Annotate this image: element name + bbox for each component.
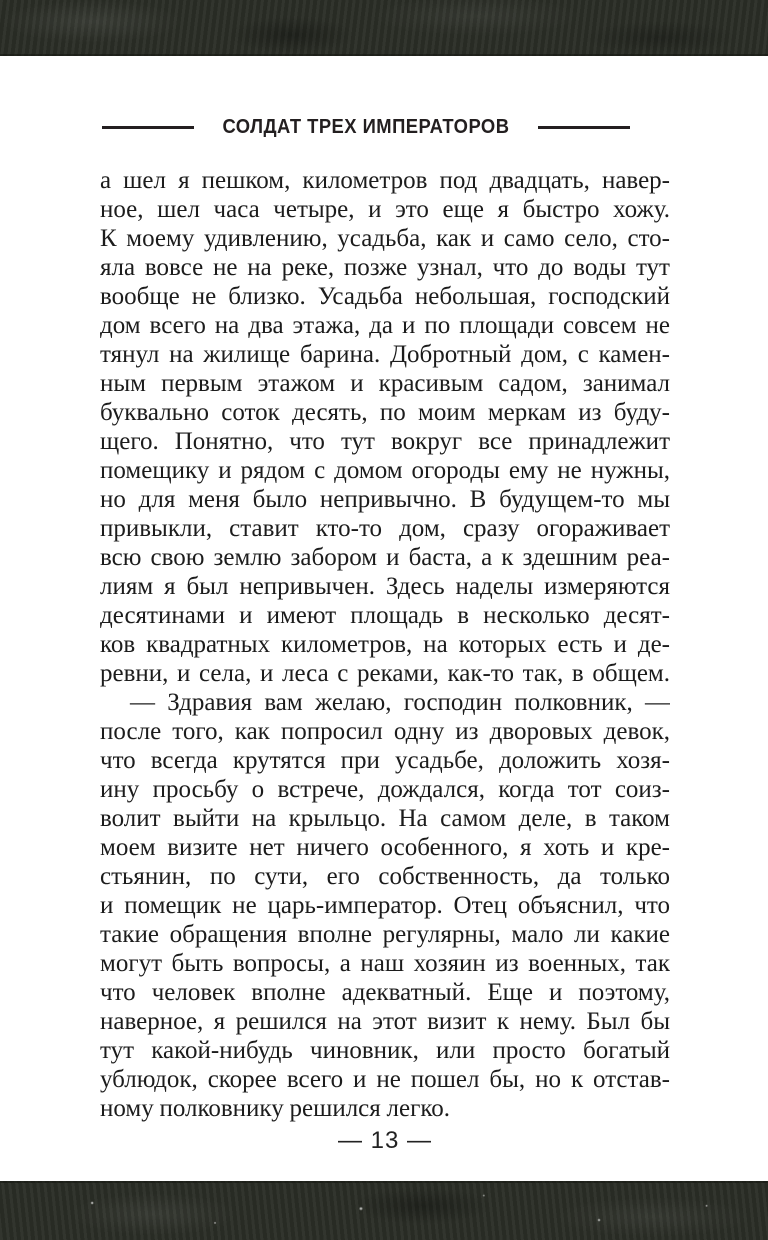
text-line: привыкли, ставит кто-то дом, сразу огораживает [100, 515, 670, 542]
text-line: — Здравия вам желаю, господин полковник, — [130, 689, 670, 716]
text-line: помещику и рядом с домом огороды ему не нужны, [100, 457, 670, 484]
text-line: яла вовсе не на реке, позже узнал, что до воды тут [100, 254, 670, 281]
text-line: буквально соток десять, по моим меркам из буду- [100, 399, 670, 426]
scan-edge-top [0, 0, 768, 56]
text-line: вообще не близко. Усадьба небольшая, господский [100, 283, 670, 310]
text-line: щего. Понятно, что тут вокруг все принадлежит [100, 428, 670, 455]
text-line: лиям я был непривычен. Здесь наделы измеряются [100, 573, 670, 600]
text-line: такие обращения вполне регулярны, мало ли какие [100, 921, 670, 948]
text-line: после того, как попросил одну из дворовых девок, [100, 718, 670, 745]
text-line: но для меня было непривычно. В будущем-то мы [100, 486, 670, 513]
text-line: стьянин, по сути, его собственность, да только [100, 863, 670, 890]
text-line: ное, шел часа четыре, и это еще я быстро хожу. [100, 196, 670, 223]
text-line: ину просьбу о встрече, дождался, когда тот соиз- [100, 776, 670, 803]
text-line: ным первым этажом и красивым садом, занимал [100, 370, 670, 397]
text-line: всю свою землю забором и баста, а к здешним реа- [100, 544, 670, 571]
text-line: а шел я пешком, километров под двадцать, навер- [100, 167, 670, 194]
scan-edge-bottom [0, 1181, 768, 1240]
header-rule-left [102, 126, 194, 129]
text-line: волит выйти на крыльцо. На самом деле, в таком [100, 805, 670, 832]
text-line: что человек вполне адекватный. Еще и поэтому, [100, 979, 670, 1006]
text-line: К моему удивлению, усадьба, как и само село, сто- [100, 225, 670, 252]
book-title: СОЛДАТ ТРЕХ ИМПЕРАТОРОВ [222, 115, 510, 138]
text-line: наверное, я решился на этот визит к нему. Был бы [100, 1008, 670, 1035]
text-line: тут какой-нибудь чиновник, или просто богатый [100, 1037, 670, 1064]
text-line: моем визите нет ничего особенного, я хоть и кре- [100, 834, 670, 861]
running-head [102, 113, 630, 141]
text-line: ублюдок, скорее всего и не пошел бы, но к отстав- [100, 1066, 670, 1093]
page-number: — 13 — [337, 1127, 433, 1154]
header-rule-right [538, 126, 630, 129]
text-line: и помещик не царь-император. Отец объяснил, что [100, 892, 670, 919]
text-line: десятинами и имеют площадь в несколько десят- [100, 602, 670, 629]
text-line: ков квадратных километров, на которых есть и де- [100, 631, 670, 658]
text-line: могут быть вопросы, а наш хозяин из военных, так [100, 950, 670, 977]
text-line: ревни, и села, и леса с реками, как-то так, в общем. [100, 660, 670, 687]
text-line: ному полковнику решился легко. [100, 1095, 450, 1122]
text-line: что всегда крутятся при усадьбе, доложить хозя- [100, 747, 670, 774]
text-line: тянул на жилище барина. Добротный дом, с камен- [100, 341, 670, 368]
text-line: дом всего на два этажа, да и по площади совсем не [100, 312, 670, 339]
body-text [100, 166, 670, 1123]
